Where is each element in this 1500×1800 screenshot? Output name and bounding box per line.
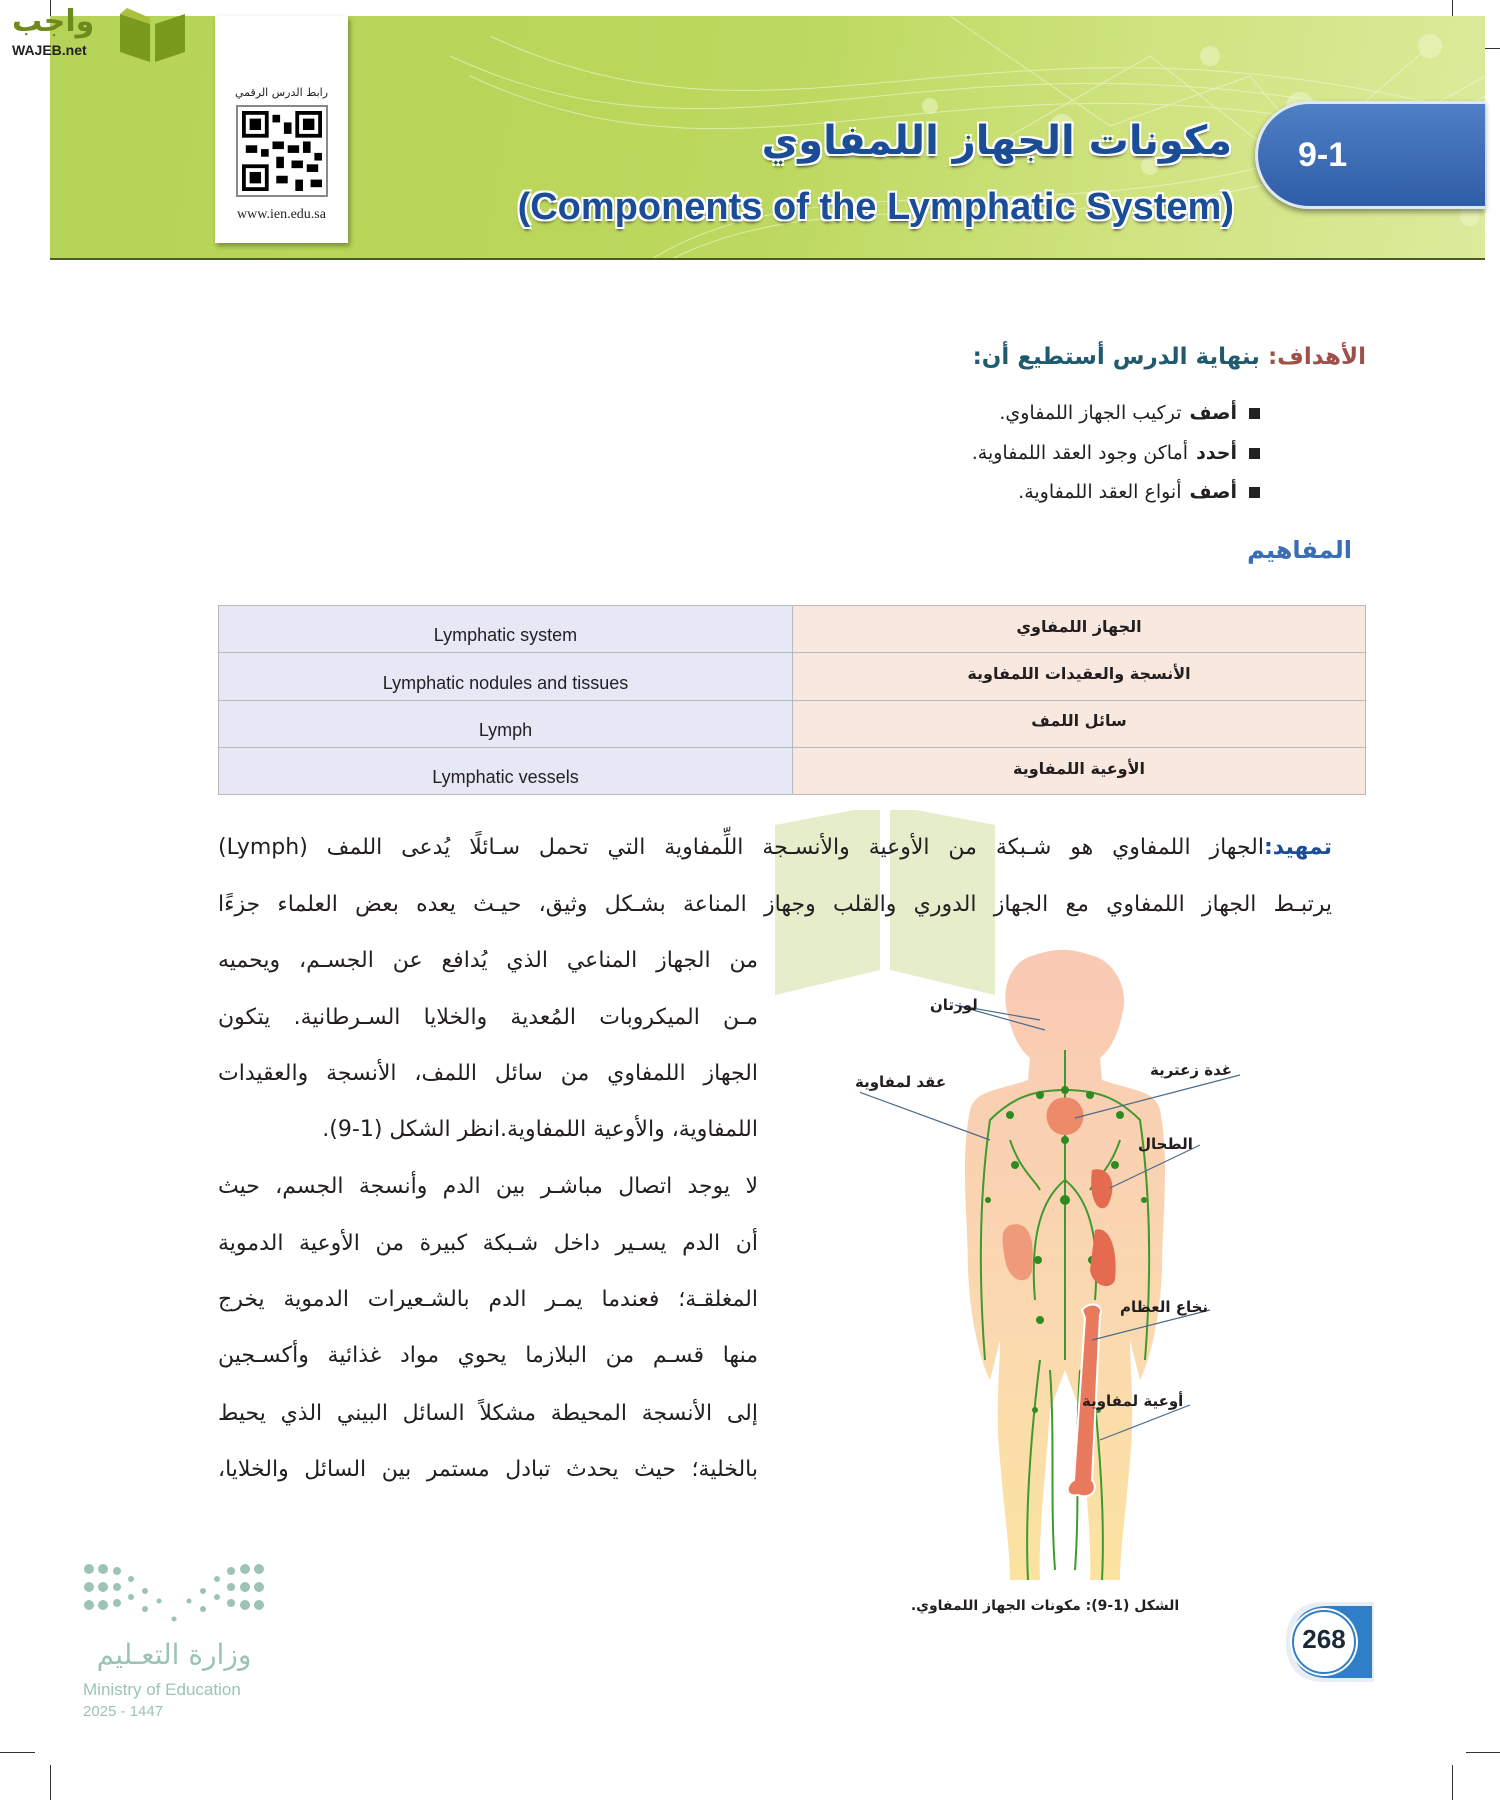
objective-item <box>972 442 1260 464</box>
lesson-title-en: (Components of the Lymphatic System) <box>517 186 1234 228</box>
paragraph-line: إلى الأنسجة المحيطة مشكلاً السائل البيني الذي يحيط <box>218 1401 758 1426</box>
term-ar: الجهاز اللمفاوي <box>793 606 1366 653</box>
crop-mark <box>1452 1765 1453 1800</box>
qr-label: رابط الدرس الرقمي <box>234 86 329 99</box>
page-number: 268 <box>1302 1624 1346 1654</box>
paragraph-line: من الجهاز المناعي الذي يُدافع عن الجسـم، ويحميه <box>218 948 758 973</box>
ministry-logo-icon <box>83 1561 265 1627</box>
qr-code-icon[interactable] <box>236 105 328 197</box>
objectives-label: الأهداف: <box>1267 344 1366 370</box>
paragraph-line: أن الدم يسـير داخل شـبكة كبيرة من الأوعية الدموية <box>218 1231 758 1256</box>
paragraph-line: اللمفاوية، والأوعية اللمفاوية.انظر الشكل (1-9). <box>322 1117 758 1142</box>
paragraph-line: لا يوجد اتصال مباشـر بين الدم وأنسجة الجسم، حيث <box>218 1174 758 1199</box>
objective-text: تركيب الجهاز اللمفاوي. <box>999 402 1182 424</box>
lymphatic-system-figure <box>860 940 1280 1600</box>
term-ar: الأنسجة والعقيدات اللمفاوية <box>793 653 1366 700</box>
square-bullet-icon <box>1249 448 1260 459</box>
paragraph-line: منها قسـم من البلازما يحوي مواد غذائية وأكسـجين <box>218 1343 758 1368</box>
qr-url-link[interactable]: www.ien.edu.sa <box>237 207 326 222</box>
objective-item <box>999 402 1260 424</box>
label-tonsils: لوزتان <box>930 996 978 1014</box>
lesson-number: 9-1 <box>1298 135 1348 174</box>
book-icon <box>115 4 190 64</box>
term-ar: الأوعية اللمفاوية <box>793 747 1366 794</box>
line-text: الجهاز اللمفاوي هو شـبكة من الأوعية والأنسـجة اللِّمفاوية التي تحمل سـائلًا يُدعى اللمف (Lymph) <box>218 835 1264 860</box>
objective-text: أنواع العقد اللمفاوية. <box>1018 481 1182 503</box>
intro-label: تمهيد: <box>1263 835 1332 860</box>
term-en: Lymphatic system <box>219 606 793 653</box>
wajeb-logo <box>10 4 185 64</box>
table-row <box>219 606 1366 653</box>
concepts-table <box>218 605 1366 795</box>
lesson-title-ar: مكونات الجهاز اللمفاوي <box>761 118 1232 164</box>
lesson-number-badge <box>1255 101 1485 209</box>
objective-verb: أصف <box>1189 481 1237 503</box>
qr-card[interactable] <box>215 16 348 243</box>
table-row <box>219 653 1366 700</box>
table-row <box>219 747 1366 794</box>
objective-text: أماكن وجود العقد اللمفاوية. <box>971 442 1189 464</box>
label-lymph-nodes: عقد لمفاوية <box>855 1073 947 1091</box>
ministry-name-ar: وزارة التعـليم <box>96 1638 252 1671</box>
table-row <box>219 700 1366 747</box>
objective-verb: أصف <box>1189 402 1237 424</box>
paragraph-line: المغلقـة؛ فعندما يمـر الدم بالشـعيرات الدموية يخرج <box>218 1287 758 1312</box>
term-en: Lymphatic nodules and tissues <box>219 653 793 700</box>
paragraph-line: بالخلية؛ حيث يحدث تبادل مستمر بين السائل والخلايا، <box>218 1457 758 1482</box>
label-thymus: غدة زعترية <box>1150 1061 1233 1079</box>
paragraph-line: الجهاز اللمفاوي من سائل اللمف، الأنسجة والعقيدات <box>218 1061 758 1086</box>
paragraph-line: مـن الميكروبات المُعدية والخلايا السـرطانية. يتكون <box>218 1005 758 1030</box>
label-lymph-vessels: أوعية لمفاوية <box>1082 1392 1184 1410</box>
term-ar: سائل اللمف <box>793 700 1366 747</box>
objectives-heading <box>973 344 1366 370</box>
wajeb-logo-en: WAJEB.net <box>12 42 87 58</box>
objective-item <box>1018 481 1260 503</box>
ministry-name-en: Ministry of Education <box>83 1680 241 1699</box>
label-bone-marrow: نخاع العظام <box>1120 1298 1209 1316</box>
figure-caption: الشكل (1-9): مكونات الجهاز اللمفاوي. <box>910 1598 1180 1614</box>
square-bullet-icon <box>1249 487 1260 498</box>
edition-year: 2025 - 1447 <box>83 1703 164 1720</box>
objectives-intro: بنهاية الدرس أستطيع أن: <box>972 344 1260 370</box>
paragraph-line <box>218 835 1332 860</box>
square-bullet-icon <box>1249 408 1260 419</box>
objective-verb: أحدد <box>1196 442 1237 464</box>
crop-mark <box>1466 1752 1500 1753</box>
term-en: Lymphatic vessels <box>219 747 793 794</box>
thymus <box>1046 1098 1083 1136</box>
term-en: Lymph <box>219 700 793 747</box>
paragraph-line: يرتبـط الجهاز اللمفاوي مع الجهاز الدوري والقلب وجهاز المناعة بشـكل وثيق، حيـث يعده بعض العلماء جزءًا <box>218 892 1332 917</box>
wajeb-logo-ar: واجب <box>12 4 95 39</box>
concepts-heading: المفاهيم <box>1247 536 1352 564</box>
crop-mark <box>0 1752 35 1753</box>
crop-mark <box>50 1765 51 1800</box>
label-spleen: الطحال <box>1138 1135 1193 1153</box>
